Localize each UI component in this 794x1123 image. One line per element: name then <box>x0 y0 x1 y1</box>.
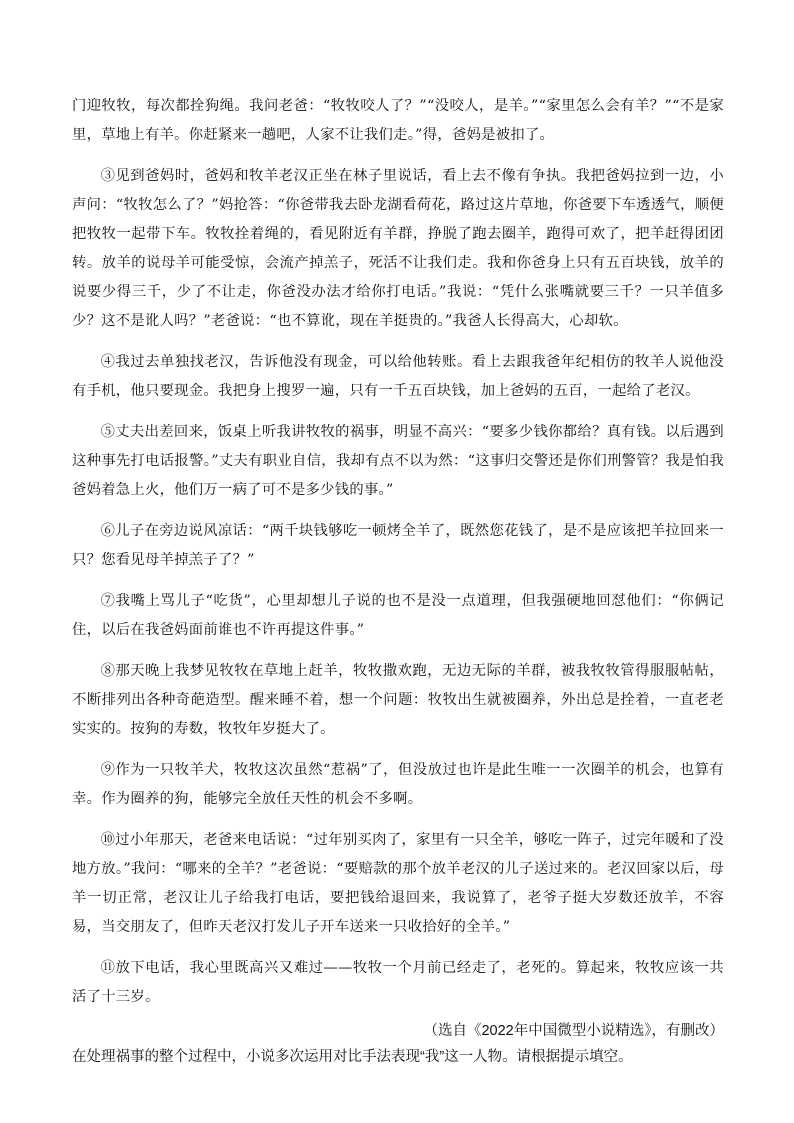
question-prompt: 在处理祸事的整个过程中，小说多次运用对比手法表现“我”这一人物。请根据提示填空。 <box>72 1049 633 1065</box>
paragraph-7: ⑦我嘴上骂儿子“吃货”，心里却想儿子说的也不是没一点道理，但我强硬地回怼他们：“你俩记住，以后在我爸妈面前谁也不许再提这件事。” <box>72 593 724 638</box>
paragraph-10: ⑩过小年那天，老爸来电话说：“过年别买肉了，家里有一只全羊，够吃一阵子，过完年暖和了没地方放。”我问：“哪来的全羊？”老爸说：“要赔款的那个放羊老汉的儿子送过来的。老汉回家以后，母羊一切正常，老汉让儿子给我打电话，要把钱给退回来，我说算了，老爷子挺大岁数还放羊，不容易，当交朋友了，但昨天老汉打发儿子开车送来一只收拾好的全羊。” <box>72 832 724 935</box>
source-note: （选自《2022年中国微型小说精选》，有删改） <box>423 1023 724 1039</box>
document-page <box>72 92 724 1070</box>
paragraph-3: ③见到爸妈时，爸妈和牧羊老汉正坐在林子里说话，看上去不像有争执。我把爸妈拉到一边，小声问：“牧牧怎么了？”妈抢答：“你爸带我去卧龙湖看荷花，路过这片草地，你爸要下车透透气，顺便把牧牧一起带下车。牧牧拴着绳的，看见附近有羊群，挣脱了跑去圈羊，跑得可欢了，把羊赶得团团转。放羊的说母羊可能受惊，会流产掉羔子，死活不让我们走。我和你爸身上只有五百块钱，放羊的说要少得三千，少了不让走，你爸没办法才给你打电话。”我说：“凭什么张嘴就要三千？一只羊值多少？这不是讹人吗？”老爸说：“也不算讹，现在羊挺贵的。”我爸人长得高大，心却软。 <box>72 168 724 329</box>
paragraph-4: ④我过去单独找老汉，告诉他没有现金，可以给他转账。看上去跟我爸年纪相仿的牧羊人说他没有手机，他只要现金。我把身上搜罗一遍，只有一千五百块钱，加上爸妈的五百，一起给了老汉。 <box>72 354 724 399</box>
paragraph-11: ⑪放下电话，我心里既高兴又难过——牧牧一个月前已经走了，老死的。算起来，牧牧应该一共活了十三岁。 <box>72 960 724 1005</box>
paragraph-5: ⑤丈夫出差回来，饭桌上听我讲牧牧的祸事，明显不高兴：“要多少钱你都给？真有钱。以后遇到这种事先打电话报警。”丈夫有职业自信，我却有点不以为然：“这事归交警还是你们刑警管？我是怕我爸妈着急上火，他们万一病了可不是多少钱的事。” <box>72 424 724 498</box>
paragraph-continuation: 门迎牧牧，每次都拴狗绳。我问老爸：“牧牧咬人了？”“没咬人，是羊。”“家里怎么会有羊？”“不是家里，草地上有羊。你赶紧来一趟吧，人家不让我们走。”得，爸妈是被扣了。 <box>72 98 724 143</box>
paragraph-9: ⑨作为一只牧羊犬，牧牧这次虽然“惹祸”了，但没放过也许是此生唯一一次圈羊的机会，也算有幸。作为圈养的狗，能够完全放任天性的机会不多啊。 <box>72 762 724 807</box>
paragraph-6: ⑥儿子在旁边说风凉话：“两千块钱够吃一顿烤全羊了，既然您花钱了，是不是应该把羊拉回来一只？您看见母羊掉羔子了？” <box>72 523 724 568</box>
paragraph-8: ⑧那天晚上我梦见牧牧在草地上赶羊，牧牧撒欢跑，无边无际的羊群，被我牧牧管得服服帖帖，不断排列出各种奇葩造型。醒来睡不着，想一个问题：牧牧出生就被圈养，外出总是拴着，一直老老实实的。按狗的寿数，牧牧年岁挺大了。 <box>72 663 724 737</box>
